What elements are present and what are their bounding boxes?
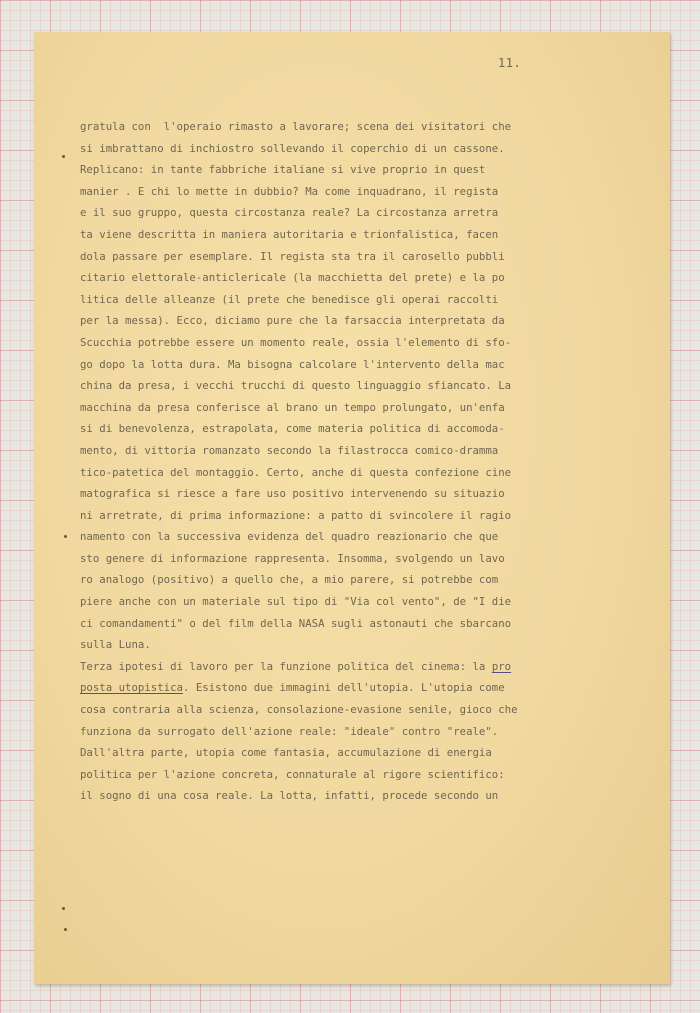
text-line: funziona da surrogato dell'azione reale: "ideale" contro "reale". [80,724,499,738]
text-line: matografica si riesce a fare uso positivo intervenendo su situazio [80,487,505,501]
text-line: Scucchia potrebbe essere un momento reale, ossia l'elemento di sfo- [80,335,512,349]
text-line: sulla Luna. [80,638,151,652]
text-line: ni arretrate, di prima informazione: a patto di svincolere il ragio [80,508,512,522]
text-line: il sogno di una cosa reale. La lotta, infatti, procede secondo un [80,789,499,803]
text-line: manier . E chi lo mette in dubbio? Ma come inquadrano, il regista [80,184,499,198]
text-line: piere anche con un materiale sul tipo di "Via col vento", de "I die [80,595,512,609]
text-line: dola passare per esemplare. Il regista sta tra il carosello pubbli [80,249,505,263]
text-line: si di benevolenza, estrapolata, come materia politica di accomoda- [80,422,505,436]
text-line: e il suo gruppo, questa circostanza reale? La circostanza arretra [80,206,499,220]
text-line: sto genere di informazione rappresenta. Insomma, svolgendo un lavo [80,551,505,565]
text-line: posta utopistica. Esistono due immagini dell'utopia. L'utopia come [80,681,505,695]
text-line: Dall'altra parte, utopia come fantasia, accumulazione di energia [80,746,492,760]
typed-text-body [80,116,600,807]
punch-mark [64,928,67,931]
text-line: tico-patetica del montaggio. Certo, anche di questa confezione cine [80,465,512,479]
punch-mark [62,155,65,158]
text-line: china da presa, i vecchi trucchi di questo linguaggio sfiancato. La [80,379,512,393]
text-line: Terza ipotesi di lavoro per la funzione politica del cinema: la pro [80,659,512,673]
text-line: citario elettorale-anticlericale (la macchietta del prete) e la po [80,271,505,285]
text-line: ta viene descritta in maniera autoritaria e trionfalistica, facen [80,227,499,241]
text-line: go dopo la lotta dura. Ma bisogna calcolare l'intervento della mac [80,357,505,371]
punch-mark [64,535,67,538]
text-line: per la messa). Ecco, diciamo pure che la farsaccia interpretata da [80,314,505,328]
page-number: 11. [498,56,522,70]
text-line: politica per l'azione concreta, connaturale al rigore scientifico: [80,767,505,781]
text-line: mento, di vittoria romanzato secondo la filastrocca comico-dramma [80,443,499,457]
text-line: si imbrattano di inchiostro sollevando il coperchio di un cassone. [80,141,505,155]
text-line: gratula con l'operaio rimasto a lavorare; scena dei visitatori che [80,120,512,133]
text-line: ci comandamenti" o del film della NASA sugli astonauti che sbarcano [80,616,512,630]
text-line: litica delle alleanze (il prete che benedisce gli operai raccolti [80,292,499,306]
text-line: ro analogo (positivo) a quello che, a mio parere, si potrebbe com [80,573,499,587]
text-line: namento con la successiva evidenza del quadro reazionario che que [80,530,499,544]
text-line: cosa contraria alla scienza, consolazione-evasione senile, gioco che [80,703,518,717]
text-line: Replicano: in tante fabbriche italiane si vive proprio in quest [80,163,486,177]
punch-mark [62,907,65,910]
text-line: macchina da presa conferisce al brano un tempo prolungato, un'enfa [80,400,505,414]
